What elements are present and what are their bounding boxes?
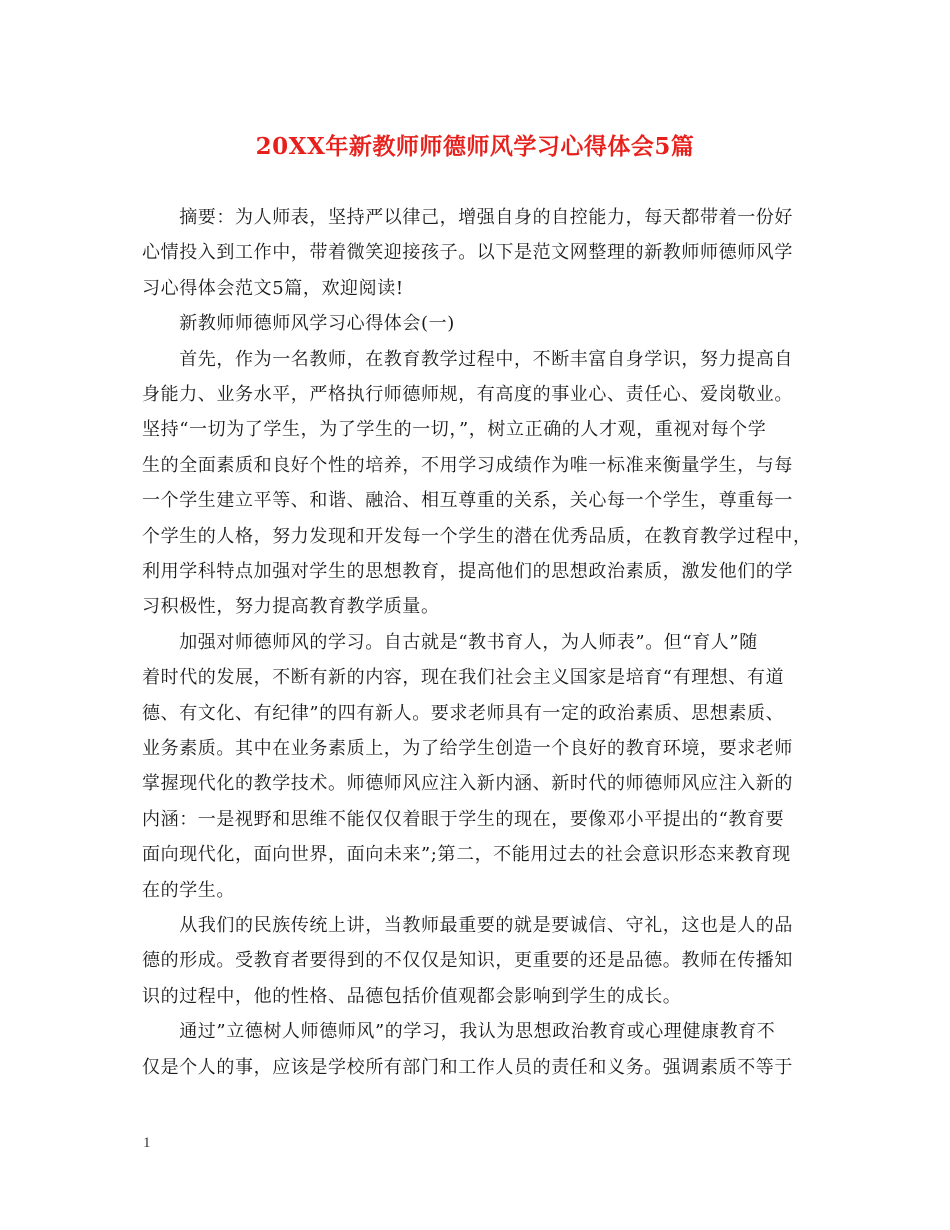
body-line: 面向现代化，面向世界，面向未来”;第二，不能用过去的社会意识形态来教育现 <box>142 844 791 866</box>
body-line: 生的全面素质和良好个性的培养，不用学习成绩作为唯一标准来衡量学生，与每 <box>142 454 793 476</box>
page-number: 1 <box>143 1135 151 1151</box>
body-line: 在的学生。 <box>142 879 235 901</box>
body-line: 通过”立德树人师德师风”的学习，我认为思想政治教育或心理健康教育不 <box>142 1021 776 1043</box>
body-line: 德的形成。受教育者要得到的不仅仅是知识，更重要的还是品德。教师在传播知 <box>142 950 793 972</box>
body-line: 一个学生建立平等、和谐、融洽、相互尊重的关系，关心每一个学生，尊重每一 <box>142 490 793 512</box>
body-line: 新教师师德师风学习心得体会(一) <box>142 313 455 335</box>
body-line: 身能力、业务水平，严格执行师德师规，有高度的事业心、责任心、爱岗敬业。 <box>142 384 793 405</box>
body-line: 心情投入到工作中，带着微笑迎接孩子。以下是范文网整理的新教师师德师风学 <box>142 242 793 264</box>
body-line: 坚持“一切为了学生，为了学生的一切，”，树立正确的人才观，重视对每个学 <box>142 419 767 441</box>
body-line: 个学生的人格，努力发现和开发每一个学生的潜在优秀品质，在教育教学过程中， <box>142 525 812 547</box>
body-line: 利用学科特点加强对学生的思想教育，提高他们的思想政治素质，激发他们的学 <box>142 561 793 582</box>
body-line: 习积极性，努力提高教育教学质量。 <box>142 596 440 618</box>
body-line: 德、有文化、有纪律”的四有新人。要求老师具有一定的政治素质、思想素质、 <box>142 702 785 724</box>
body-line: 加强对师德师风的学习。自古就是“教书育人，为人师表”。但“育人”随 <box>142 631 758 653</box>
document-title: 20XX年新教师师德师风学习心得体会5篇 <box>255 133 695 160</box>
body-line: 识的过程中，他的性格、品德包括价值观都会影响到学生的成长。 <box>142 985 682 1007</box>
body-line: 内涵：一是视野和思维不能仅仅着眼于学生的现在，要像邓小平提出的“教育要 <box>142 808 785 830</box>
body-line: 习心得体会范文5篇，欢迎阅读! <box>142 277 404 299</box>
body-line: 仅是个人的事，应该是学校所有部门和工作人员的责任和义务。强调素质不等于 <box>142 1056 793 1078</box>
body-line: 业务素质。其中在业务素质上，为了给学生创造一个良好的教育环境，要求老师 <box>142 738 793 759</box>
body-line: 从我们的民族传统上讲，当教师最重要的就是要诚信、守礼，这也是人的品 <box>142 915 793 936</box>
body-line: 着时代的发展，不断有新的内容，现在我们社会主义国家是培育“有理想、有道 <box>142 667 785 689</box>
body-line: 首先，作为一名教师，在教育教学过程中，不断丰富自身学识，努力提高自 <box>142 348 793 370</box>
body-line: 掌握现代化的教学技术。师德师风应注入新内涵、新时代的师德师风应注入新的 <box>142 773 793 795</box>
body-line: 摘要：为人师表，坚持严以律己，增强自身的自控能力，每天都带着一份好 <box>142 207 793 228</box>
